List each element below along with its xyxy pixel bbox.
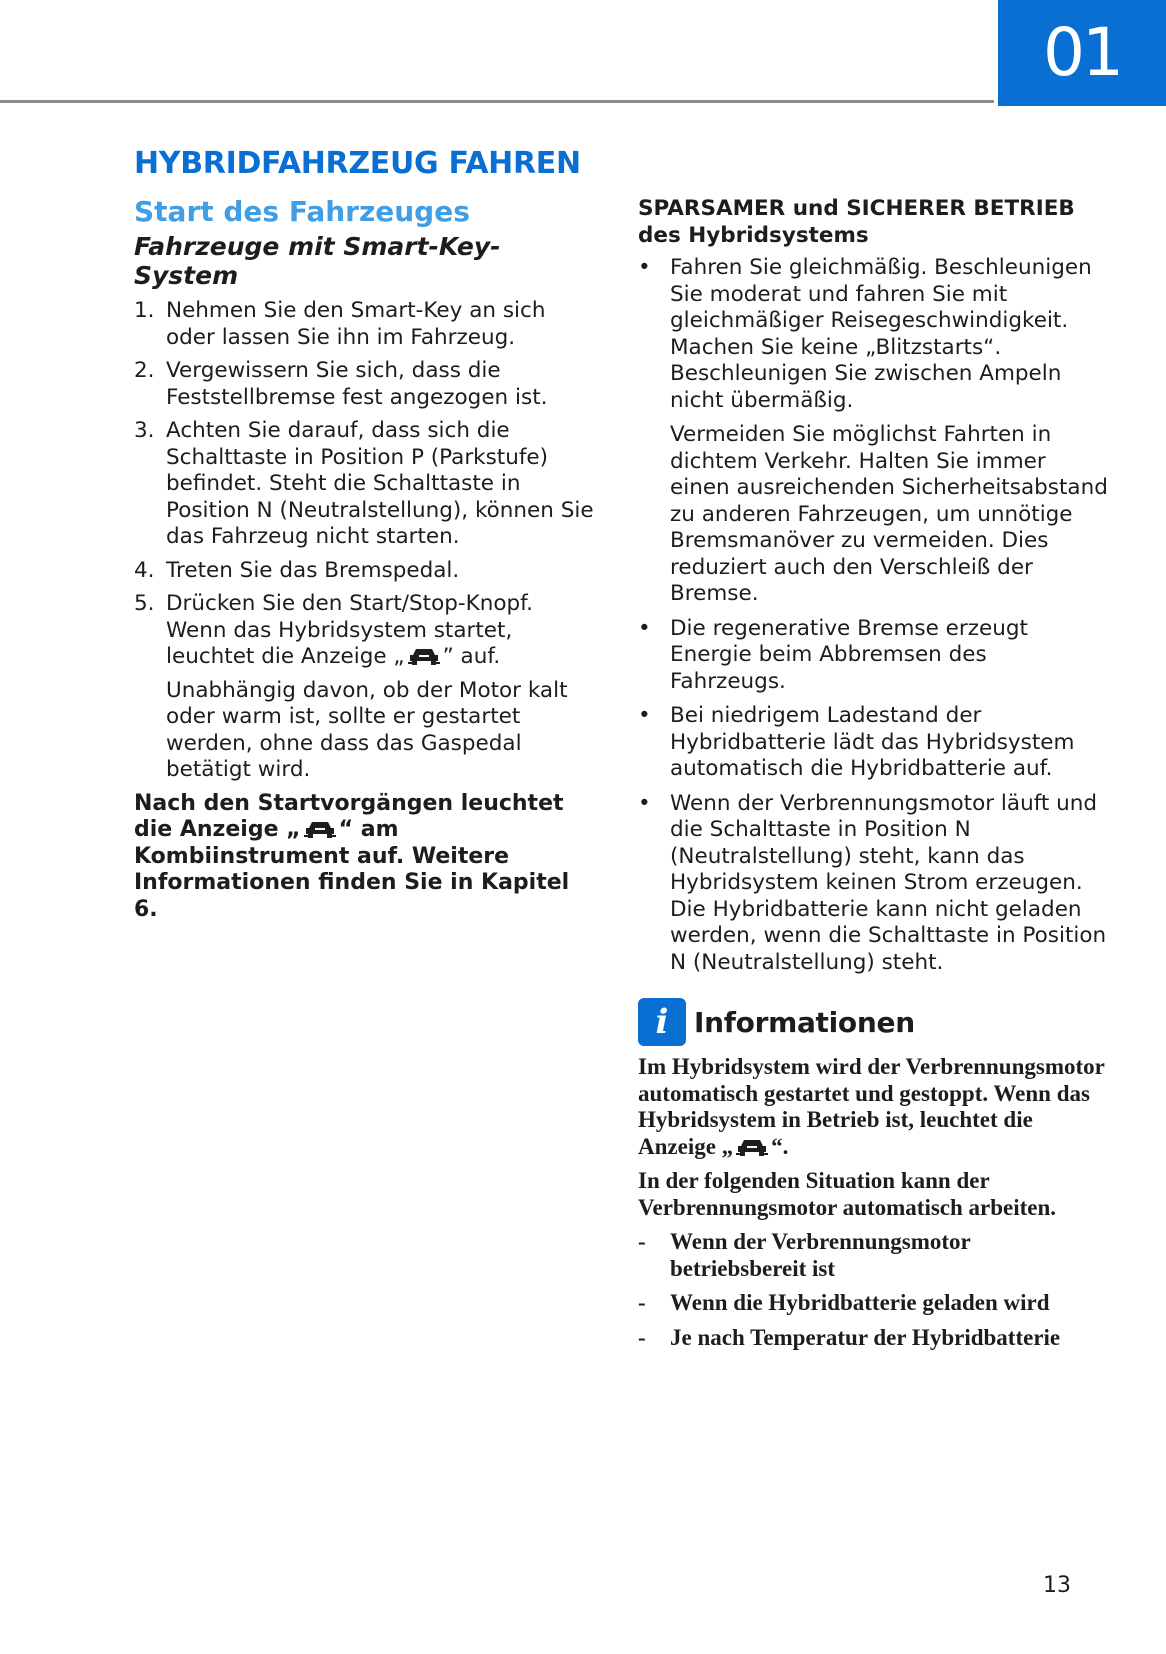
list-item: 4. Treten Sie das Bremspedal.: [134, 557, 460, 583]
info-box: [638, 998, 1108, 1351]
operation-bullets: [638, 255, 1108, 976]
info-dash-list: [638, 1229, 1108, 1351]
subsection-title: Fahrzeuge mit Smart-Key-System: [134, 232, 501, 290]
section-title: Start des Fahrzeuges: [134, 195, 470, 228]
info-header: [638, 998, 1108, 1046]
list-item: - Wenn die Hybridbatterie geladen wird: [638, 1290, 1050, 1315]
right-column: [638, 196, 1108, 1359]
page-title: HYBRIDFAHRZEUG FAHREN: [134, 146, 581, 181]
info-title: Informationen: [694, 1005, 915, 1039]
start-steps-list: [134, 298, 594, 671]
info-icon: i: [638, 998, 686, 1046]
list-item: 1. Nehmen Sie den Smart-Key an sich oder lassen Sie ihn im Fahrzeug.: [134, 298, 546, 350]
hybrid-ready-car-icon: [735, 1137, 769, 1159]
list-item: - Wenn der Verbrennungsmotor betriebsbereit ist: [638, 1229, 971, 1281]
list-item: • Wenn der Verbrennungsmotor läuft und die Schalttaste in Position N (Neutralstellung) steht, kann das Hybridsystem keinen Strom erzeugen. Die Hybridbatterie kann nicht geladen werden, wenn die Schalttaste in Position N (Neutralstellung) steht.: [638, 790, 1107, 975]
header-rule: [0, 100, 994, 103]
list-item: • Bei niedrigem Ladestand der Hybridbatterie lädt das Hybridsystem automatisch die Hybridbatterie auf.: [638, 703, 1075, 781]
step5-note: Unabhängig davon, ob der Motor kalt oder warm ist, sollte er gestartet werden, ohne dass das Gaspedal betätigt wird.: [166, 677, 568, 782]
list-item: 2. Vergewissern Sie sich, dass die Feststellbremse fest angezogen ist.: [134, 358, 548, 410]
list-item: 5. Drücken Sie den Start/Stop-Knopf. Wenn das Hybridsystem startet, leuchtet die Anzeige „ ” auf.: [134, 591, 534, 669]
hybrid-ready-car-icon: [303, 819, 337, 841]
list-item: • Fahren Sie gleichmäßig. Beschleunigen Sie moderat und fahren Sie mit gleichmäßiger Reisegeschwindigkeit. Machen Sie keine „Blitzstarts“. Beschleunigen Sie zwischen Ampeln nicht übermäßig. Vermeiden Sie möglichst Fahrten in dichtem Verkehr. Halten Sie immer einen ausreichenden Sicherheitsabstand zu anderen Fahrzeugen, um unnötige Bremsmanöver zu vermeiden. Dies reduziert auch den Verschleiß der Bremse.: [638, 255, 1108, 606]
hybrid-ready-car-icon: [407, 646, 441, 668]
list-item: 3. Achten Sie darauf, dass sich die Schalttaste in Position P (Parkstufe) befindet. Steht die Schalttaste in Position N (Neutralstellung), können Sie das Fahrzeug nicht starten.: [134, 418, 594, 549]
info-paragraph: Im Hybridsystem wird der Verbrennungsmotor automatisch gestartet und gestoppt. Wenn das Hybridsystem in Betrieb ist, leuchtet die Anzeige „ “.: [638, 1054, 1105, 1159]
list-item: • Die regenerative Bremse erzeugt Energie beim Abbremsen des Fahrzeugs.: [638, 615, 1028, 694]
section-heading: SPARSAMER und SICHERER BETRIEB des Hybridsystems: [638, 196, 1075, 248]
list-item: - Je nach Temperatur der Hybridbatterie: [638, 1324, 1061, 1350]
chapter-tab: 01: [998, 0, 1166, 106]
info-paragraph: In der folgenden Situation kann der Verbrennungsmotor automatisch arbeiten.: [638, 1168, 1057, 1220]
bold-note: Nach den Startvorgängen leuchtet die Anzeige „ “ am Kombiinstrument auf. Weitere Informationen finden Sie in Kapitel 6.: [134, 790, 570, 922]
page-number: 13: [1043, 1573, 1071, 1598]
left-column: [134, 146, 594, 923]
